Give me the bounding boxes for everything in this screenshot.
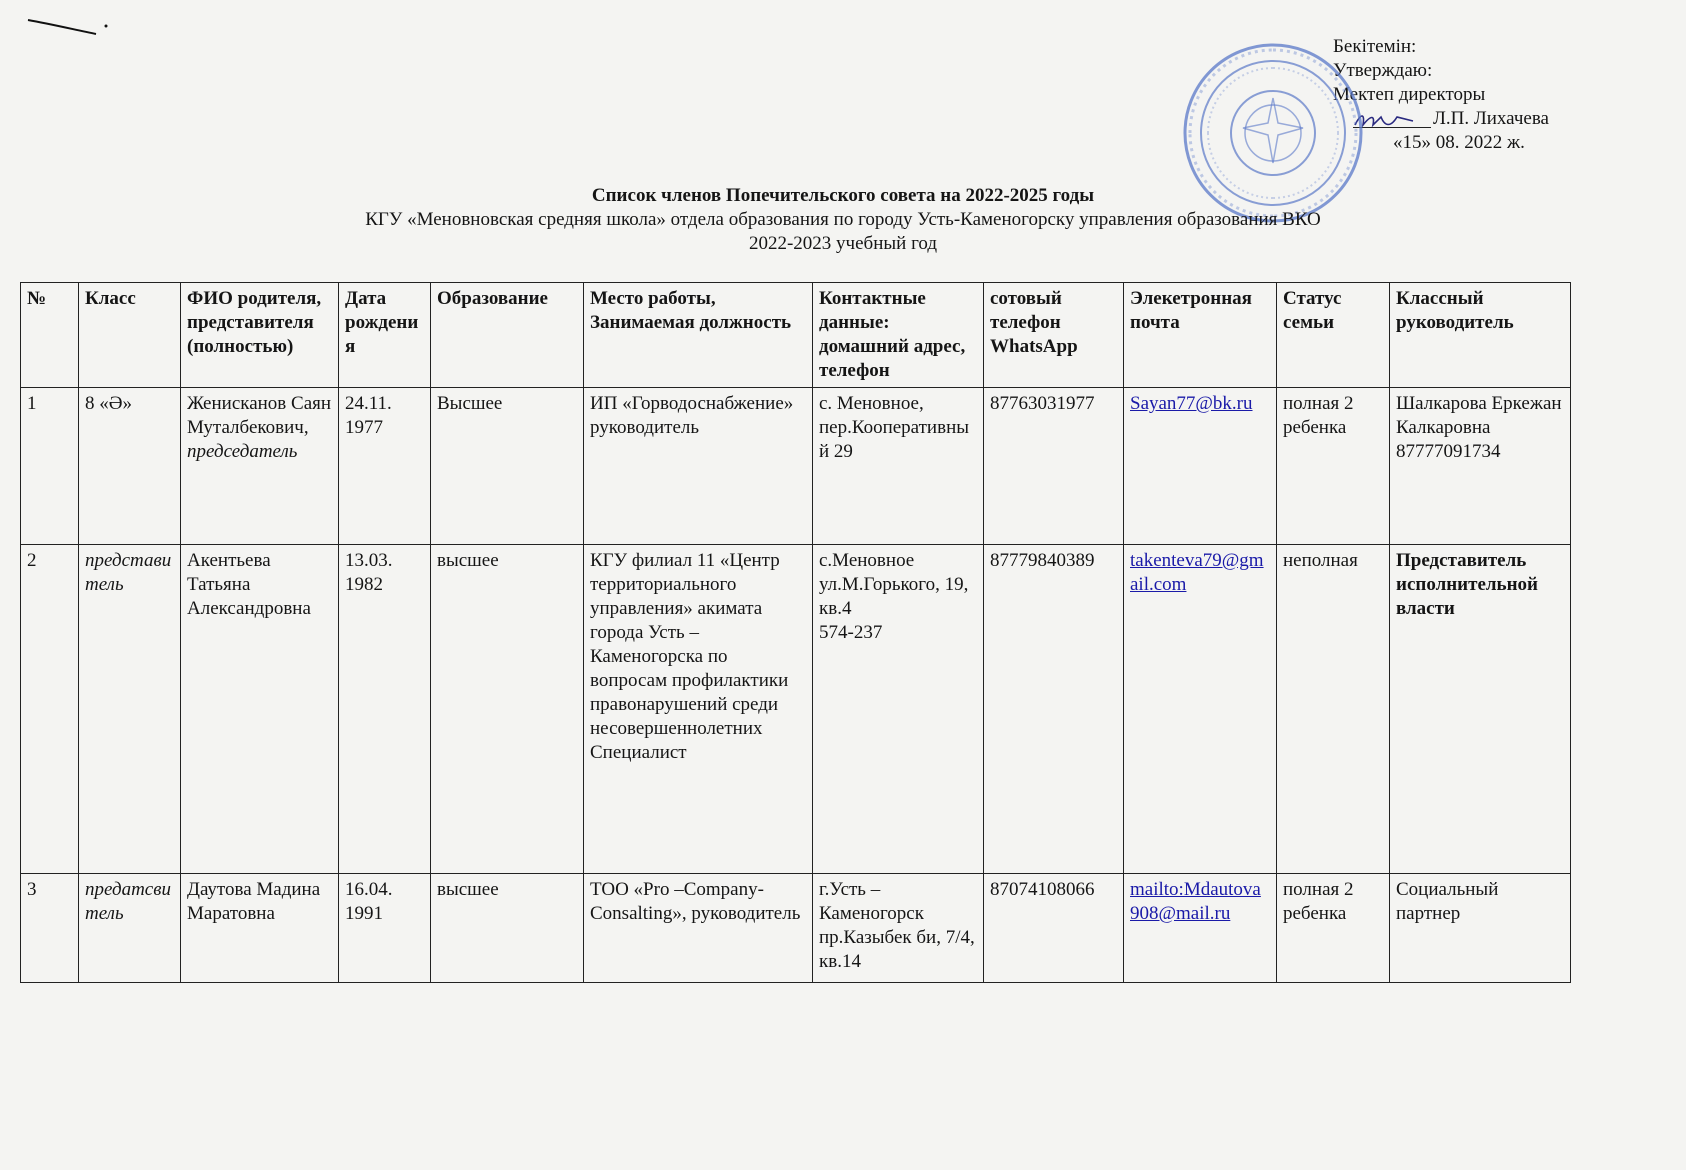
cell-workplace: КГУ филиал 11 «Центр территориального управления» акимата города Усть – Каменогорска по вопросам профилактики правонарушений среди несовершеннолетних Специалист — [584, 545, 813, 874]
col-class-teacher: Классный руководитель — [1390, 283, 1571, 388]
cell-education: Высшее — [431, 388, 584, 545]
document-header — [0, 184, 1686, 256]
cell-family-status: неполная — [1277, 545, 1390, 874]
cell-class-teacher: Социальный партнер — [1390, 874, 1571, 983]
approval-position: Мектеп директоры — [1333, 84, 1486, 105]
cell-parent-name: Даутова Мадина Маратовна — [181, 874, 339, 983]
cell-class-teacher: Представитель исполнительной власти — [1390, 545, 1571, 874]
col-education: Образование — [431, 283, 584, 388]
col-number: № — [21, 283, 79, 388]
approval-kz: Бекітемін: — [1333, 36, 1417, 57]
cell-birth-date: 16.04. 1991 — [339, 874, 431, 983]
col-parent-name: ФИО родителя, представителя (полностью) — [181, 283, 339, 388]
cell-family-status: полная 2 ребенка — [1277, 874, 1390, 983]
cell-education: высшее — [431, 874, 584, 983]
cell-number: 2 — [21, 545, 79, 874]
parent-role: председатель — [187, 441, 298, 462]
cell-parent-name — [181, 388, 339, 545]
table-row — [21, 874, 1571, 983]
cell-class: 8 «Ә» — [79, 388, 181, 545]
cell-parent-name: Акентьева Татьяна Александровна — [181, 545, 339, 874]
cell-mobile: 87779840389 — [984, 545, 1124, 874]
table-row — [21, 388, 1571, 545]
cell-family-status: полная 2 ребенка — [1277, 388, 1390, 545]
director-name: Л.П. Лихачева — [1433, 108, 1549, 129]
academic-year: 2022-2023 учебный год — [748, 233, 938, 254]
cell-mobile: 87074108066 — [984, 874, 1124, 983]
col-email: Элекетронная почта — [1124, 283, 1277, 388]
cell-birth-date: 24.11. 1977 — [339, 388, 431, 545]
cell-class-teacher: Шалкарова Еркежан Калкаровна 87777091734 — [1390, 388, 1571, 545]
cell-contacts: г.Усть – Каменогорск пр.Казыбек би, 7/4, кв.14 — [813, 874, 984, 983]
cell-number: 3 — [21, 874, 79, 983]
col-birth-date: Дата рождения — [339, 283, 431, 388]
cell-birth-date: 13.03. 1982 — [339, 545, 431, 874]
col-class: Класс — [79, 283, 181, 388]
approval-date: «15» 08. 2022 ж. — [1393, 132, 1525, 153]
cell-contacts: с.Меновное ул.М.Горького, 19, кв.4 574-237 — [813, 545, 984, 874]
table-row — [21, 545, 1571, 874]
cell-mobile: 87763031977 — [984, 388, 1124, 545]
cell-class: предатсвитель — [79, 874, 181, 983]
col-workplace: Место работы, Занимаемая должность — [584, 283, 813, 388]
col-mobile: сотовый телефон WhatsApp — [984, 283, 1124, 388]
table-header-row — [21, 283, 1571, 388]
email-link[interactable]: takenteva79@gmail.com — [1130, 550, 1264, 595]
email-link[interactable]: mailto:Mdautova908@mail.ru — [1130, 879, 1261, 924]
email-link[interactable]: Sayan77@bk.ru — [1130, 393, 1253, 414]
cell-email — [1124, 545, 1277, 874]
cell-contacts: с. Меновное, пер.Кооперативный 29 — [813, 388, 984, 545]
pen-mark — [26, 12, 116, 42]
cell-workplace: ИП «Горводоснабжение» руководитель — [584, 388, 813, 545]
cell-number: 1 — [21, 388, 79, 545]
cell-email — [1124, 874, 1277, 983]
document-title: Список членов Попечительского совета на 2022-2025 годы — [591, 185, 1095, 206]
col-contacts: Контактные данные: домашний адрес, телефон — [813, 283, 984, 388]
cell-class: представитель — [79, 545, 181, 874]
cell-education: высшее — [431, 545, 584, 874]
col-family-status: Статус семьи — [1277, 283, 1390, 388]
approval-ru: Утверждаю: — [1333, 60, 1433, 81]
cell-email — [1124, 388, 1277, 545]
cell-workplace: ТОО «Pro –Company-Consalting», руководитель — [584, 874, 813, 983]
members-table — [20, 282, 1571, 983]
organization-line: КГУ «Меновновская средняя школа» отдела образования по городу Усть-Каменогорску управления образования ВКО — [365, 209, 1321, 230]
parent-name: Женисканов Саян Муталбекович, — [187, 393, 332, 438]
